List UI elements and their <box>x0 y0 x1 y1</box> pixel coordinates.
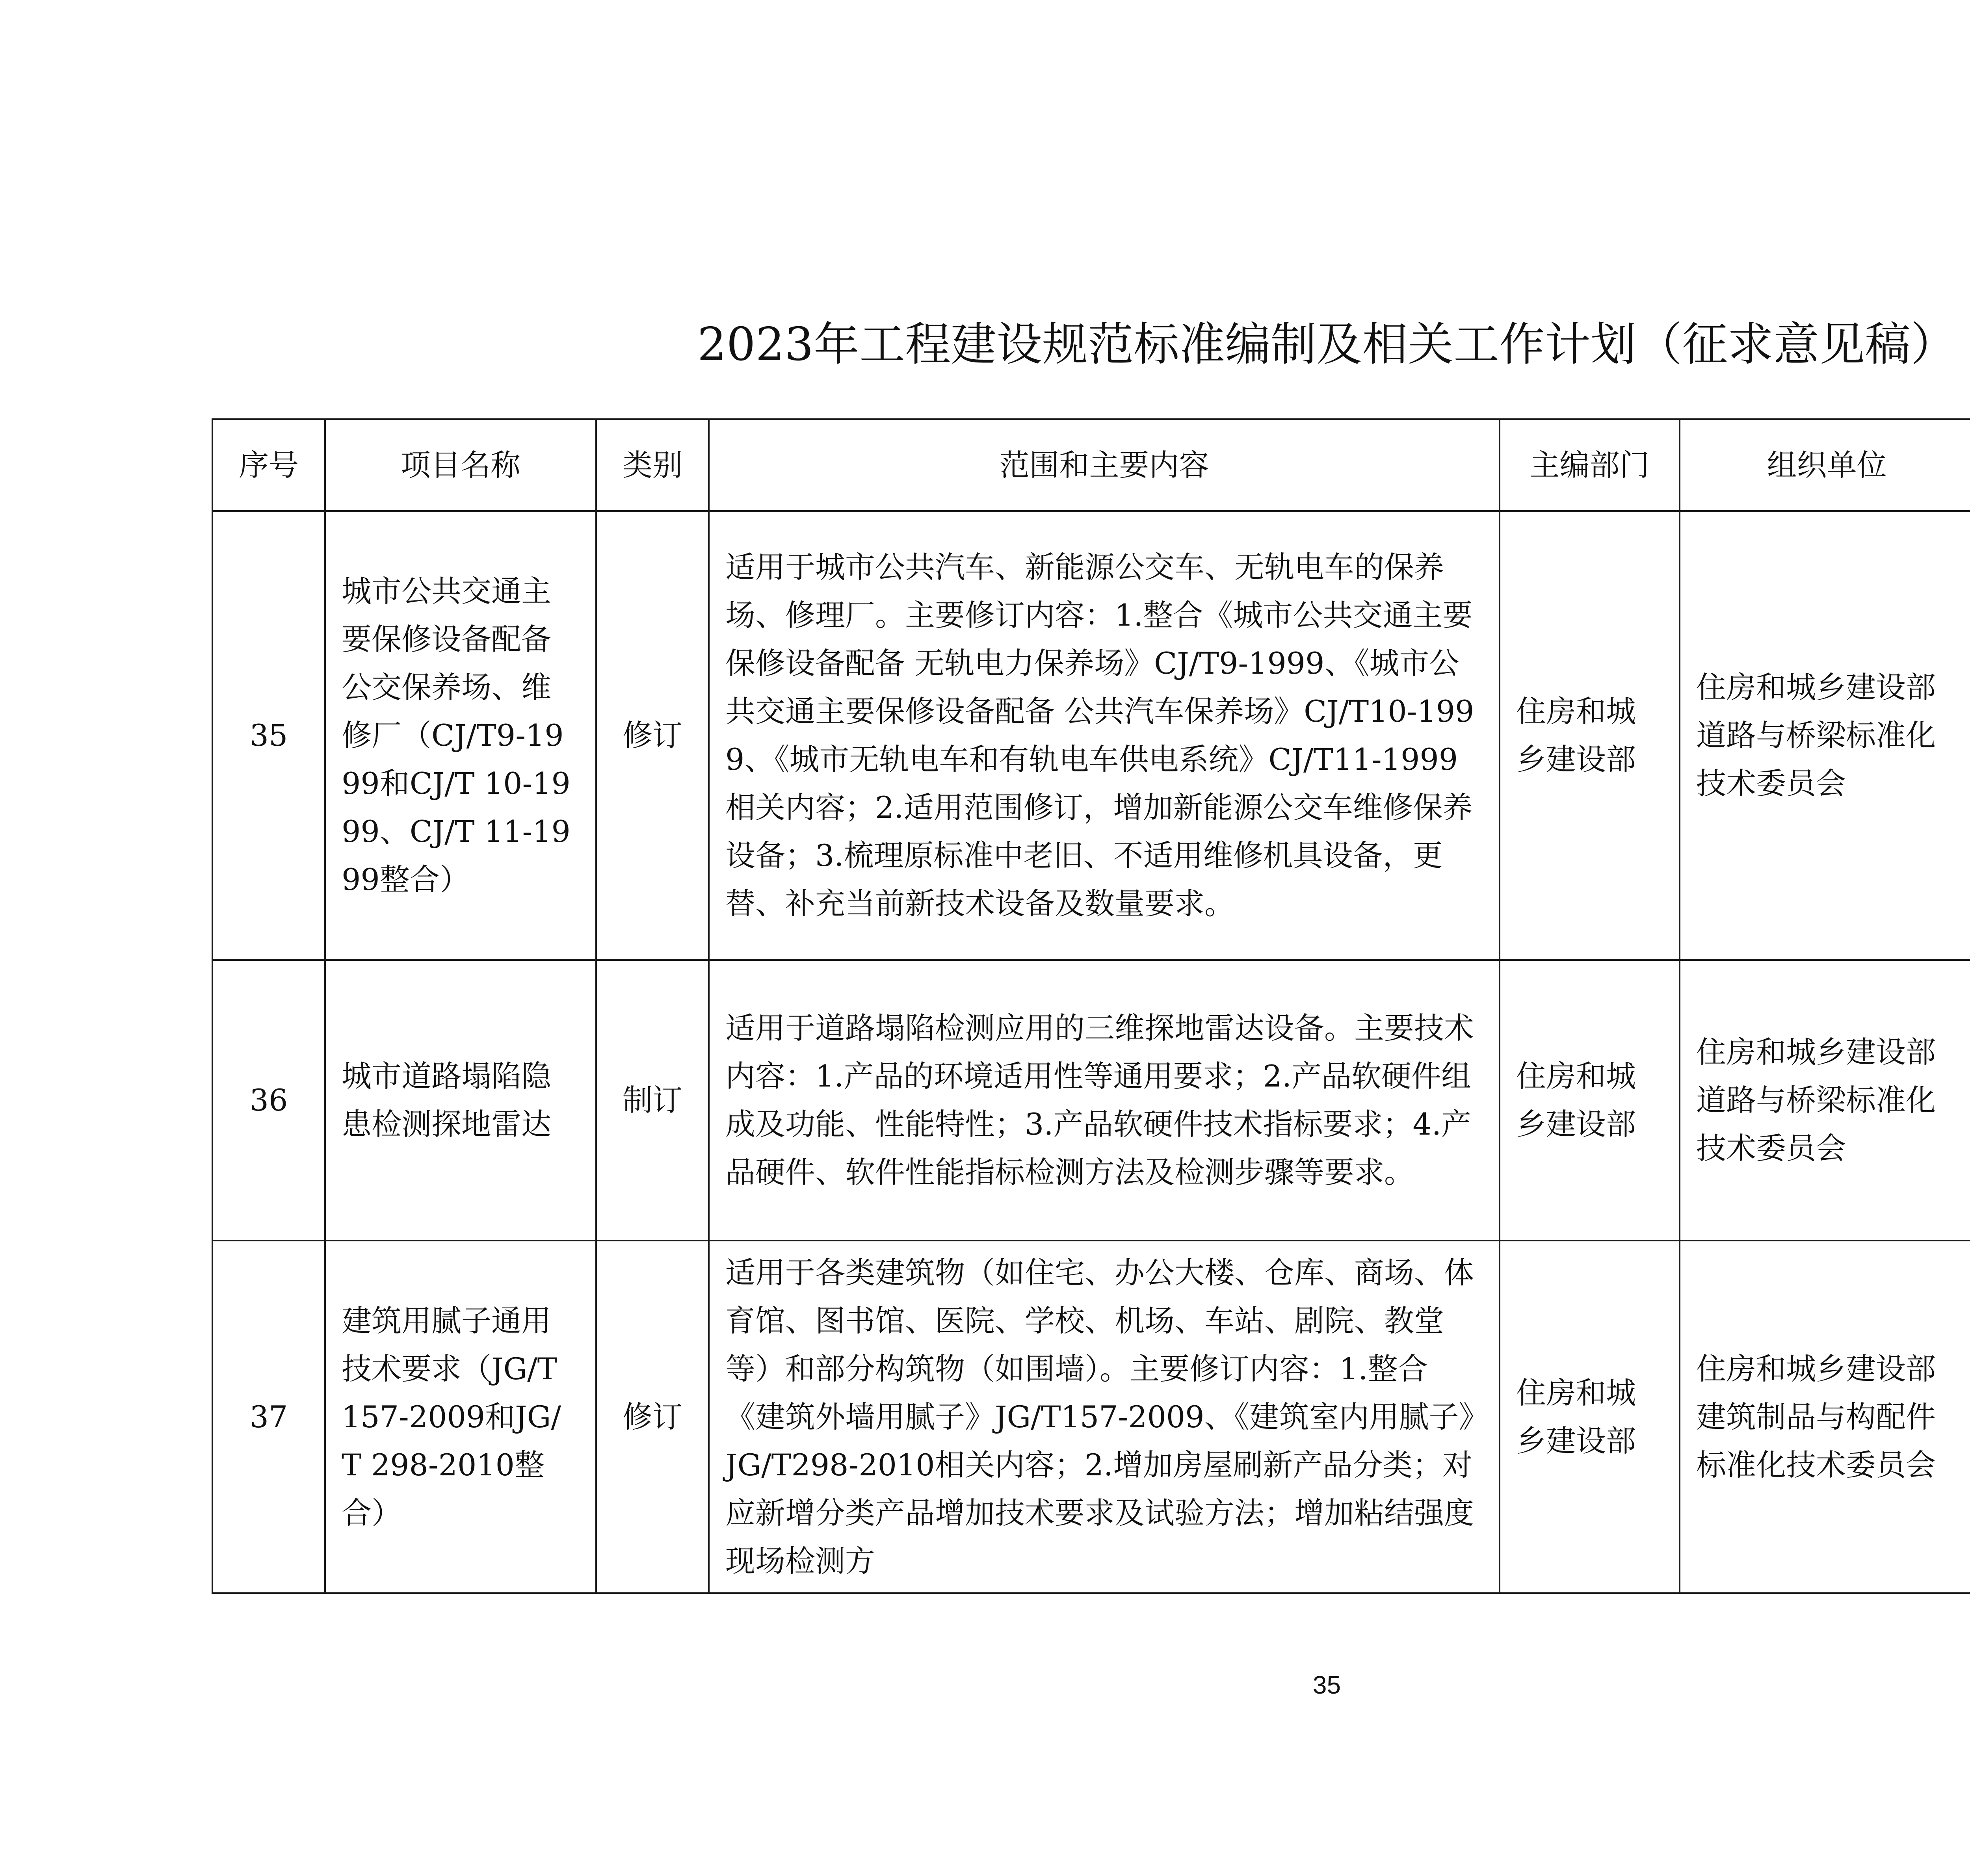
table-row <box>212 960 1970 1241</box>
header-scope: 范围和主要内容 <box>709 419 1500 511</box>
header-category: 类别 <box>596 419 709 511</box>
row-num: 35 <box>212 511 325 960</box>
row-num: 36 <box>212 960 325 1241</box>
row-name: 建筑用腻子通用技术要求（JG/T 157-2009和JG/T 298-2010整合） <box>325 1241 596 1593</box>
table-header-row <box>212 419 1970 511</box>
table-row <box>212 1241 1970 1593</box>
row-scope: 适用于道路塌陷检测应用的三维探地雷达设备。主要技术内容：1.产品的环境适用性等通用要求；2.产品软硬件组成及功能、性能特性；3.产品软硬件技术指标要求；4.产品硬件、软件性能指标检测方法及检测步骤等要求。 <box>709 960 1500 1241</box>
row-name: 城市公共交通主要保修设备配备公交保养场、维修厂（CJ/T9-1999和CJ/T 10-1999、CJ/T 11-1999整合） <box>325 511 596 960</box>
row-name: 城市道路塌陷隐患检测探地雷达 <box>325 960 596 1241</box>
table-row <box>212 511 1970 960</box>
header-name: 项目名称 <box>325 419 596 511</box>
row-editor: 住房和城乡建设部 <box>1500 511 1680 960</box>
header-organizer: 组织单位 <box>1680 419 1970 511</box>
row-scope: 适用于城市公共汽车、新能源公交车、无轨电车的保养场、修理厂。主要修订内容：1.整合《城市公共交通主要保修设备配备 无轨电力保养场》CJ/T9-1999、《城市公共交通主要保修设备配备 公共汽车保养场》CJ/T10-1999、《城市无轨电车和有轨电车供电系统》CJ/T11-1999相关内容；2.适用范围修订，增加新能源公交车维修保养设备；3.梳理原标准中老旧、不适用维修机具设备，更替、补充当前新技术设备及数量要求。 <box>709 511 1500 960</box>
row-scope: 适用于各类建筑物（如住宅、办公大楼、仓库、商场、体育馆、图书馆、医院、学校、机场、车站、剧院、教堂等）和部分构筑物（如围墙）。主要修订内容：1.整合《建筑外墙用腻子》JG/T157-2009、《建筑室内用腻子》JG/T298-2010相关内容；2.增加房屋刷新产品分类；对应新增分类产品增加技术要求及试验方法；增加粘结强度现场检测方 <box>709 1241 1500 1593</box>
row-organizer: 住房和城乡建设部道路与桥梁标准化技术委员会 <box>1680 511 1970 960</box>
row-category: 修订 <box>596 511 709 960</box>
row-category: 制订 <box>596 960 709 1241</box>
plan-table <box>212 418 1970 1594</box>
row-category: 修订 <box>596 1241 709 1593</box>
header-editor: 主编部门 <box>1500 419 1680 511</box>
row-editor: 住房和城乡建设部 <box>1500 960 1680 1241</box>
row-num: 37 <box>212 1241 325 1593</box>
row-organizer: 住房和城乡建设部建筑制品与构配件标准化技术委员会 <box>1680 1241 1970 1593</box>
row-organizer: 住房和城乡建设部道路与桥梁标准化技术委员会 <box>1680 960 1970 1241</box>
row-editor: 住房和城乡建设部 <box>1500 1241 1680 1593</box>
page-title: 2023年工程建设规范标准编制及相关工作计划（征求意见稿） <box>697 318 1957 371</box>
header-num: 序号 <box>212 419 325 511</box>
page-number: 35 <box>1312 1671 1341 1699</box>
